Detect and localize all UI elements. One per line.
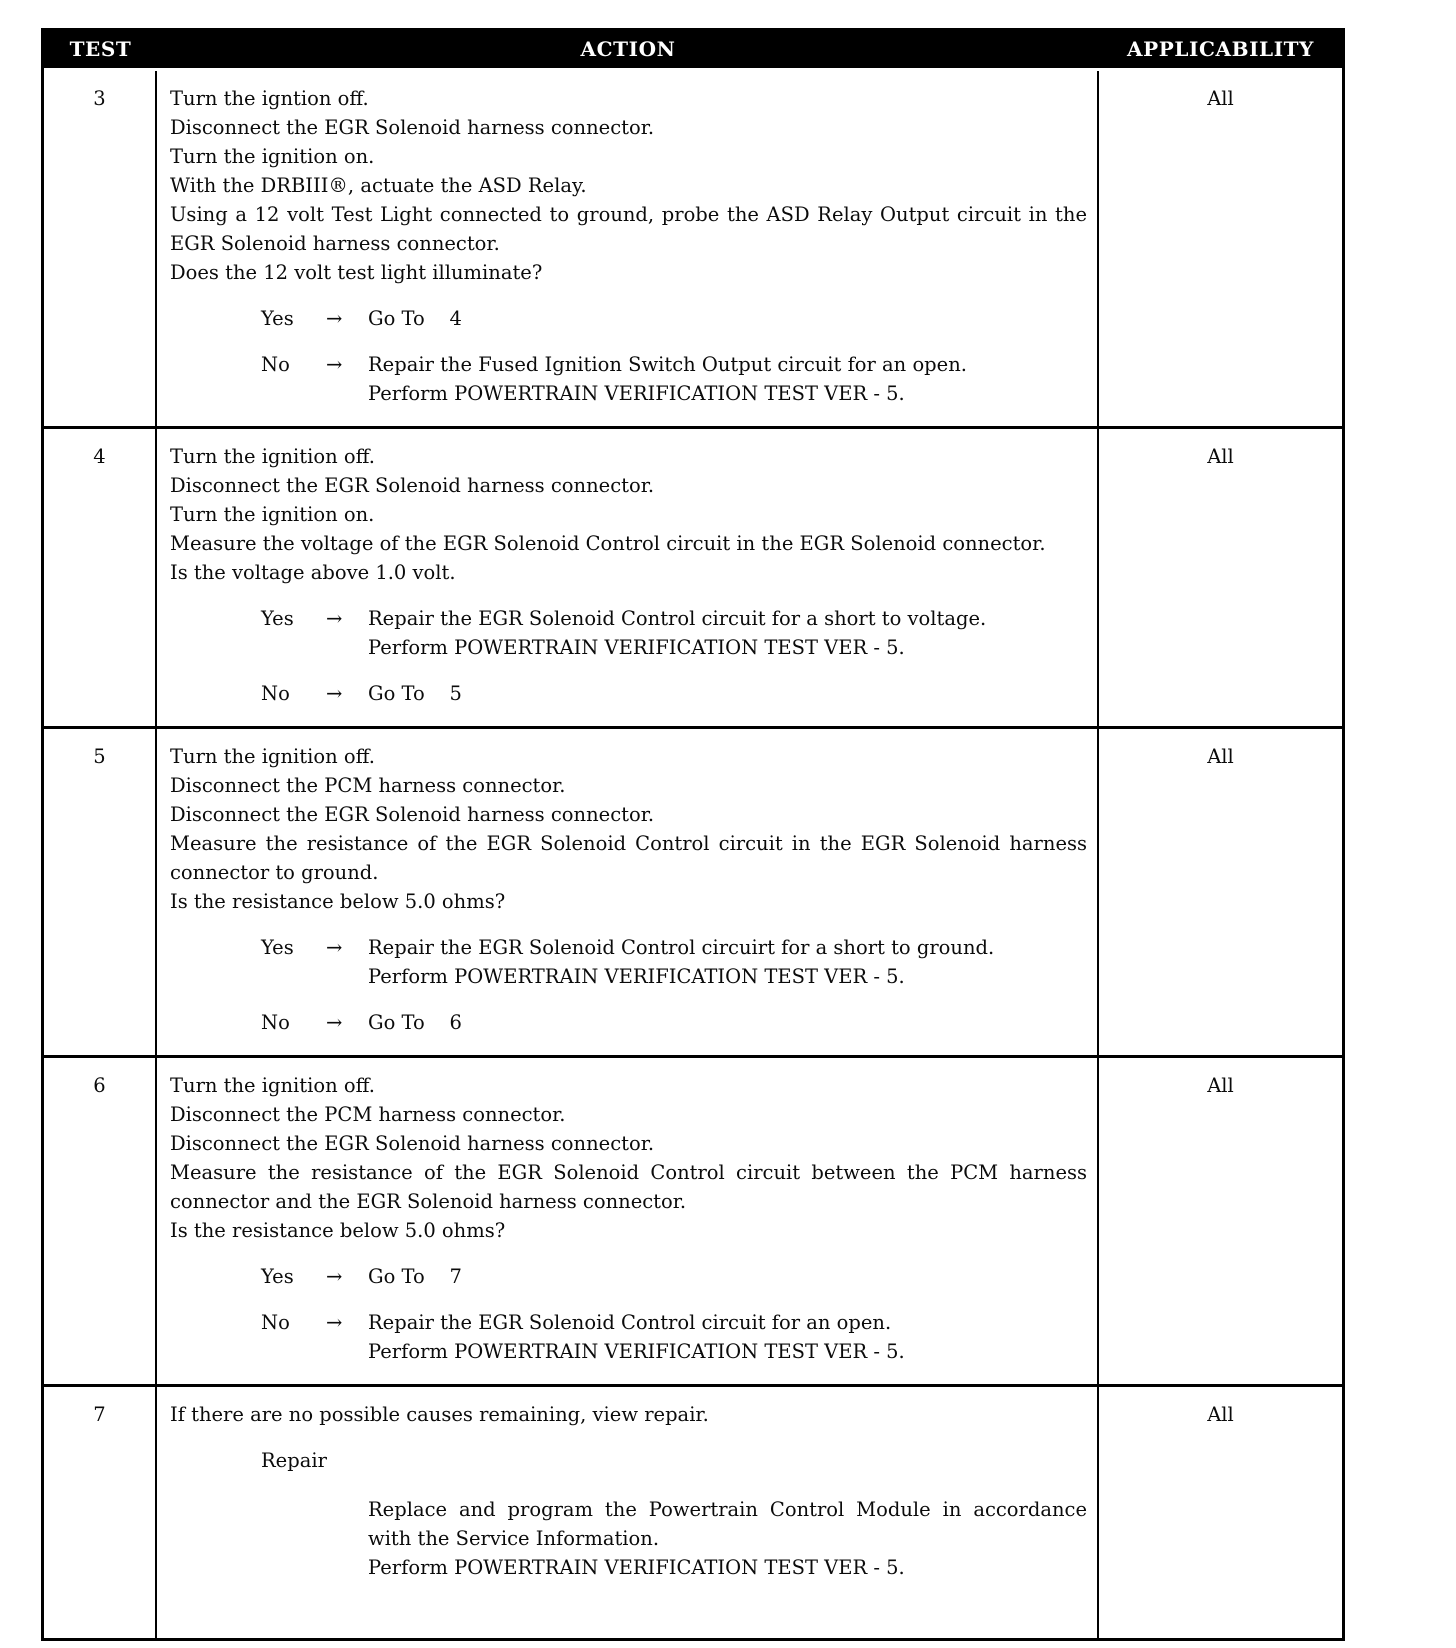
applicability-value: All — [1207, 1074, 1234, 1097]
branch-line: Go To 5 — [368, 682, 462, 705]
branch-line: Repair the EGR Solenoid Control circuirt for a short to ground. — [368, 936, 995, 959]
branch-lines — [368, 1308, 1087, 1366]
action-line: If there are no possible causes remaining, view repair. — [170, 1403, 709, 1426]
decision-branch — [170, 1262, 1087, 1291]
applicability-cell — [1099, 429, 1342, 726]
branch-line: Perform POWERTRAIN VERIFICATION TEST VER - 5. — [368, 382, 905, 405]
branches — [170, 604, 1087, 708]
branch-label: Yes — [261, 307, 294, 330]
test-number: 6 — [93, 1074, 106, 1097]
action-line: Disconnect the EGR Solenoid harness connector. — [170, 474, 655, 497]
branch-lines — [368, 1495, 1094, 1582]
branch-lines — [368, 933, 1087, 991]
arrow-icon: → — [326, 307, 343, 330]
action-line: Turn the ignition off. — [170, 445, 375, 468]
test-number-cell — [44, 1058, 157, 1384]
header-applicability: APPLICABILITY — [1126, 37, 1315, 61]
test-number-cell — [44, 1387, 157, 1638]
applicability-cell — [1099, 729, 1342, 1055]
branch-label: No — [261, 353, 290, 376]
action-line: Disconnect the EGR Solenoid harness connector. — [170, 116, 655, 139]
branches — [170, 304, 1087, 408]
branch-line: Repair the EGR Solenoid Control circuit for an open. — [368, 1311, 892, 1334]
decision-branch — [170, 604, 1087, 662]
arrow-icon: → — [326, 1011, 343, 1034]
decision-branch — [170, 1446, 1094, 1582]
branch-line: Go To 7 — [368, 1265, 462, 1288]
action-line: With the DRBIII®, actuate the ASD Relay. — [170, 174, 587, 197]
test-number-cell — [44, 429, 157, 726]
applicability-cell — [1099, 71, 1342, 426]
action-cell — [157, 71, 1099, 426]
table-row — [44, 1384, 1342, 1638]
branch-line: Replace and program the Powertrain Control Module in accordance with the Service Information. — [368, 1498, 1094, 1550]
table-row — [44, 726, 1342, 1055]
test-number: 4 — [93, 445, 106, 468]
branch-line: Repair the EGR Solenoid Control circuit for a short to voltage. — [368, 607, 987, 630]
branch-line: Perform POWERTRAIN VERIFICATION TEST VER - 5. — [368, 1556, 905, 1579]
branch-lines — [368, 304, 1087, 333]
branch-label: Repair — [261, 1449, 327, 1472]
branch-label: Yes — [261, 1265, 294, 1288]
branches — [170, 1262, 1087, 1366]
applicability-value: All — [1207, 87, 1234, 110]
action-line: Measure the voltage of the EGR Solenoid Control circuit in the EGR Solenoid connector. — [170, 532, 1046, 555]
action-paragraphs — [170, 742, 1087, 916]
table-row — [44, 71, 1342, 426]
action-cell — [157, 429, 1099, 726]
branch-line: Perform POWERTRAIN VERIFICATION TEST VER - 5. — [368, 636, 905, 659]
action-line: Turn the ignition on. — [170, 145, 375, 168]
branch-label: Yes — [261, 607, 294, 630]
branch-line: Go To 4 — [368, 307, 462, 330]
action-cell — [157, 1387, 1099, 1638]
action-line: Measure the resistance of the EGR Solenoid Control circuit between the PCM harness connector and the EGR Solenoid harness connector. — [170, 1161, 1087, 1213]
applicability-value: All — [1207, 1403, 1234, 1426]
action-line: Disconnect the PCM harness connector. — [170, 1103, 566, 1126]
applicability-value: All — [1207, 445, 1234, 468]
arrow-icon: → — [326, 1311, 343, 1334]
decision-branch — [170, 679, 1087, 708]
action-line: Is the resistance below 5.0 ohms? — [170, 890, 506, 913]
action-paragraphs — [170, 442, 1087, 587]
action-paragraphs — [170, 1400, 1087, 1429]
decision-branch — [170, 933, 1087, 991]
branch-line: Perform POWERTRAIN VERIFICATION TEST VER - 5. — [368, 965, 905, 988]
test-number-cell — [44, 729, 157, 1055]
branch-line: Perform POWERTRAIN VERIFICATION TEST VER - 5. — [368, 1340, 905, 1363]
action-cell — [157, 1058, 1099, 1384]
table-row — [44, 426, 1342, 726]
action-line: Turn the igntion off. — [170, 87, 369, 110]
branch-lines — [368, 604, 1087, 662]
action-paragraphs — [170, 1071, 1087, 1245]
table-row — [44, 1055, 1342, 1384]
test-number: 5 — [93, 745, 106, 768]
arrow-icon: → — [326, 682, 343, 705]
header-action: ACTION — [580, 37, 676, 61]
branch-lines — [368, 1008, 1087, 1037]
action-line: Does the 12 volt test light illuminate? — [170, 261, 543, 284]
action-cell — [157, 729, 1099, 1055]
test-number: 7 — [93, 1403, 106, 1426]
action-line: Turn the ignition on. — [170, 503, 375, 526]
applicability-cell — [1099, 1058, 1342, 1384]
diagnostic-test-table — [41, 28, 1345, 1641]
branches — [170, 933, 1087, 1037]
decision-branch — [170, 1308, 1087, 1366]
action-line: Turn the ignition off. — [170, 1074, 375, 1097]
action-line: Turn the ignition off. — [170, 745, 375, 768]
table-body — [44, 71, 1342, 1638]
branch-lines — [368, 350, 1087, 408]
branch-label: No — [261, 1311, 290, 1334]
action-line: Disconnect the PCM harness connector. — [170, 774, 566, 797]
test-number: 3 — [93, 87, 106, 110]
applicability-cell — [1099, 1387, 1342, 1638]
branch-lines — [368, 1262, 1087, 1291]
branch-label: Yes — [261, 936, 294, 959]
header-test: TEST — [69, 37, 132, 61]
decision-branch — [170, 1008, 1087, 1037]
applicability-value: All — [1207, 745, 1234, 768]
branches — [170, 1446, 1094, 1582]
action-line: Is the resistance below 5.0 ohms? — [170, 1219, 506, 1242]
action-line: Disconnect the EGR Solenoid harness connector. — [170, 803, 655, 826]
action-line: Is the voltage above 1.0 volt. — [170, 561, 456, 584]
decision-branch — [170, 350, 1087, 408]
arrow-icon: → — [326, 353, 343, 376]
arrow-icon: → — [326, 607, 343, 630]
action-paragraphs — [170, 84, 1087, 287]
action-line: Measure the resistance of the EGR Solenoid Control circuit in the EGR Solenoid harness connector to ground. — [170, 832, 1087, 884]
decision-branch — [170, 304, 1087, 333]
branch-line: Go To 6 — [368, 1011, 462, 1034]
arrow-icon: → — [326, 936, 343, 959]
table-header — [44, 31, 1342, 68]
test-number-cell — [44, 71, 157, 426]
action-line: Using a 12 volt Test Light connected to ground, probe the ASD Relay Output circuit in the EGR Solenoid harness connector. — [170, 203, 1087, 255]
branch-line: Repair the Fused Ignition Switch Output circuit for an open. — [368, 353, 967, 376]
branch-label: No — [261, 1011, 290, 1034]
branch-lines — [368, 679, 1087, 708]
action-line: Disconnect the EGR Solenoid harness connector. — [170, 1132, 655, 1155]
branch-label: No — [261, 682, 290, 705]
arrow-icon: → — [326, 1265, 343, 1288]
